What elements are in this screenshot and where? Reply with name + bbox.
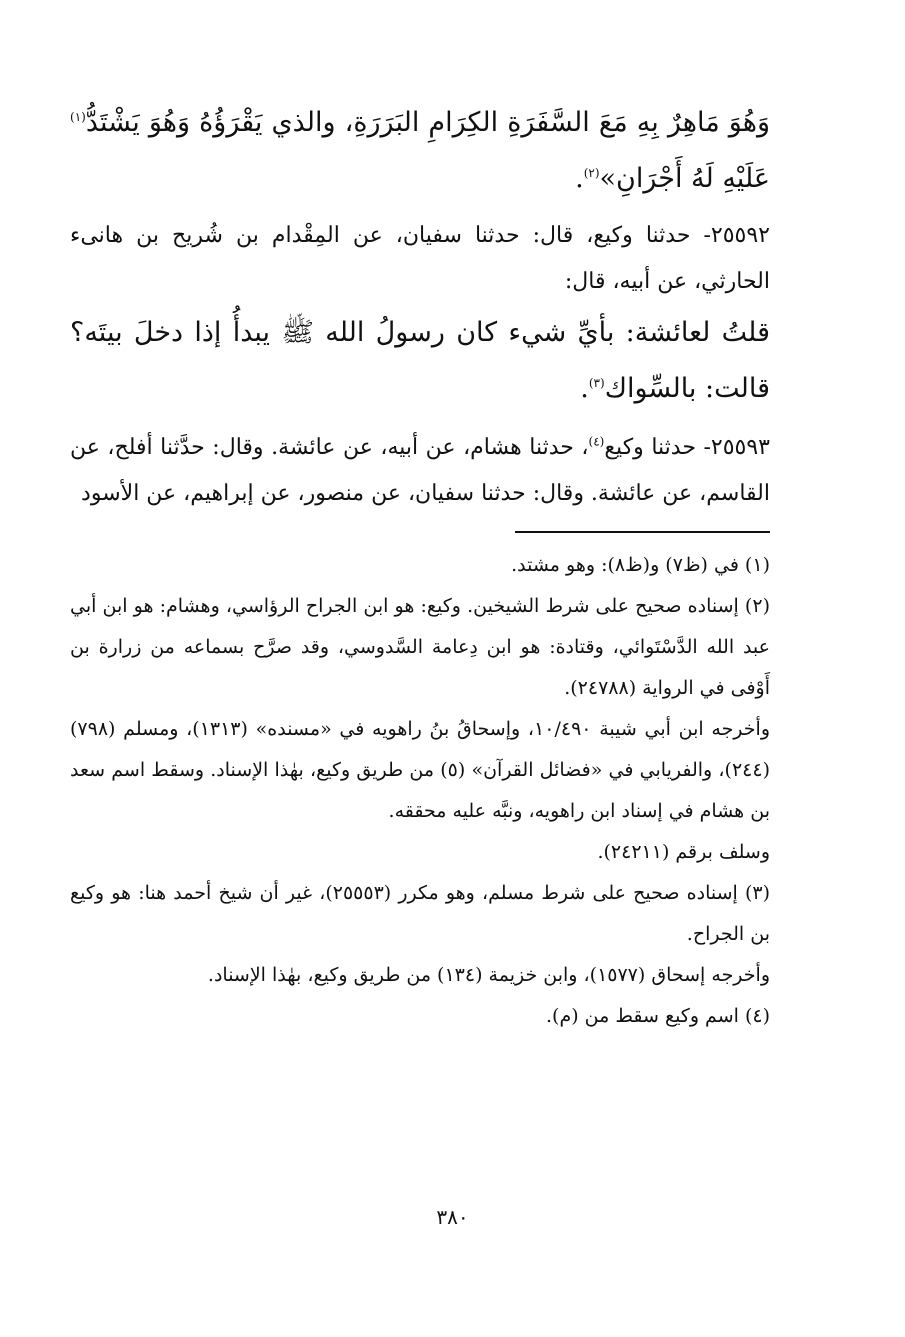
hadith-25592-matn [70,305,770,417]
hadith-line-1: وَهُوَ مَاهِرٌ بِهِ مَعَ السَّفَرَةِ الكِرَامِ البَرَرَةِ، والذي يَقْرَؤُهُ وَهُوَ يَشْتَدُّ [85,107,770,138]
footnote-1: (١) في (ظ٧) و(ظ٨): وهو مشتد. [511,554,770,576]
footnote-ref-1: (١) [70,110,86,124]
hadith-25592-matn-text: قلتُ لعائشة: بأيِّ شيء كان رسولُ الله ﷺ يبدأُ إذا دخلَ بيتَه؟ قالت: بالسِّواك [70,317,770,404]
footnotes [70,545,770,1037]
footnote-2-see-also: وسلف برقم (٢٤٢١١). [597,841,770,863]
footnote-3-sources: وأخرجه إسحاق (١٥٧٧)، وابن خزيمة (١٣٤) من طريق وكيع، بهٰذا الإسناد. [207,964,770,986]
hadith-25593-chain-rest: ، حدثنا هشام، عن أبيه، عن عائشة. وقال: حدَّثنا أفلح، عن القاسم، عن عائشة. وقال: حدثنا سفيان، عن منصور، عن إبراهيم، عن الأسود [70,435,770,506]
footnote-3: (٣) إسناده صحيح على شرط مسلم، وهو مكرر (٢٥٥٥٣)، غير أن شيخ أحمد هنا: هو وكيع بن الجراح. [70,882,770,945]
footnote-2-sources: وأخرجه ابن أبي شيبة ١٠/٤٩٠، وإسحاقُ بنُ راهويه في «مسنده» (١٣١٣)، ومسلم (٧٩٨) (٢٤٤)، والفريابي في «فضائل القرآن» (٥) من طريق وكيع، بهٰذا الإسناد. وسقط اسم سعد بن هشام في إسناد ابن راهويه، ونبَّه عليه محققه. [70,718,770,822]
footnote-2: (٢) إسناده صحيح على شرط الشيخين. وكيع: هو ابن الجراح الرؤاسي، وهشام: هو ابن أبي عبد الله الدَّسْتَوائي، وقتادة: هو ابن دِعامة السَّدوسي، وقد صرَّح بسماعه من زرارة بن أَوْفى في الرواية (٢٤٧٨٨). [70,595,770,699]
footnote-ref-2: (٢) [583,166,600,180]
footnote-divider [515,531,770,533]
hadith-24591-end [70,95,770,207]
hadith-25593-chain-start: ٢٥٥٩٣- حدثنا وكيع [604,435,770,460]
page-body [70,95,770,1037]
hadith-25592-chain: ٢٥٥٩٢- حدثنا وكيع، قال: حدثنا سفيان، عن المِقْدام بن شُريح بن هانىء الحارثي، عن أبيه، قال: [70,223,770,294]
footnote-4: (٤) اسم وكيع سقط من (م). [546,1005,770,1027]
hadith-25593-chain [70,425,770,517]
hadith-line-2-end: . [575,163,584,194]
page-number: ٣٨٠ [436,1205,469,1229]
footnote-ref-4: (٤) [588,434,605,449]
hadith-25592-matn-end: . [580,373,589,404]
hadith-line-2: عَلَيْهِ لَهُ أَجْرَانِ» [599,163,770,194]
footnote-ref-3: (٣) [588,376,605,390]
